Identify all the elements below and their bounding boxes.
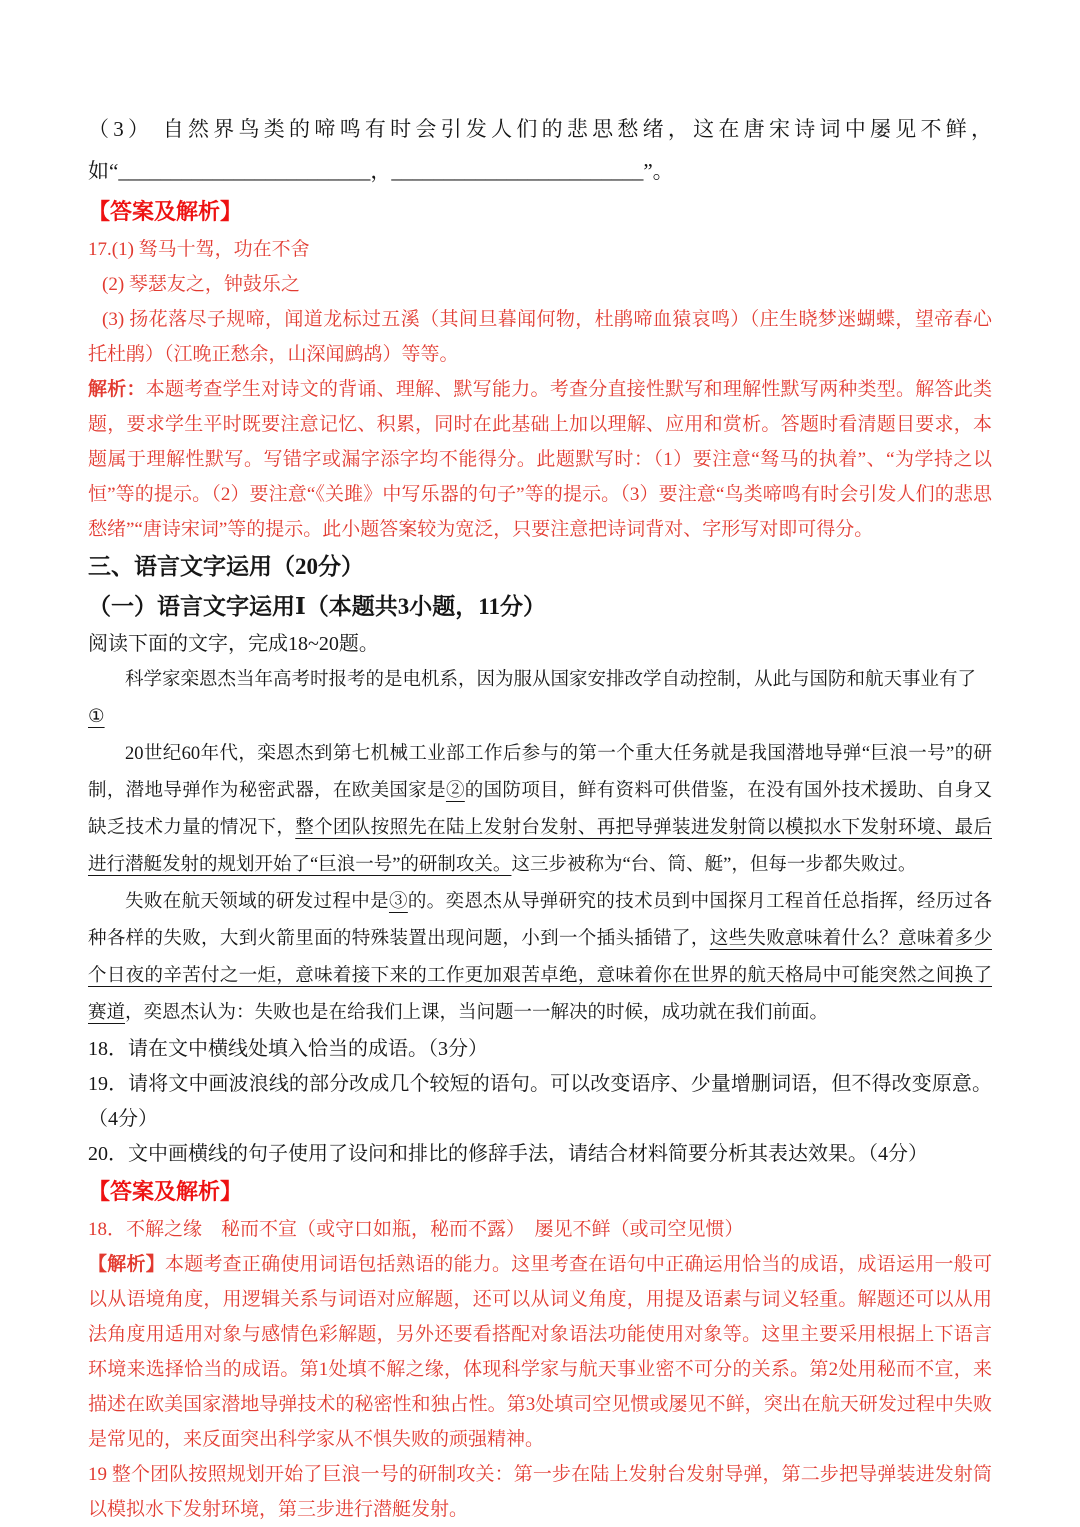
passage-p3-pre: 失败在航天领域的研发过程中是 — [125, 892, 389, 912]
answer-19-text: 19 整个团队按照规划开始了巨浪一号的研制攻关：第一步在陆上发射台发射导弹，第二步把导弹装进发射筒以模拟水下发射环境，第三步进行潜艇发射。 — [88, 1464, 992, 1520]
subsection-heading: （一）语言文字运用Ⅰ（本题共3小题，11分） — [88, 594, 546, 619]
answer-section-header-2: 【答案及解析】 — [88, 1179, 243, 1204]
section-heading: 三、语言文字运用（20分） — [88, 554, 364, 579]
passage-paragraph-2 — [88, 736, 992, 884]
answer-17-item-1: 17.(1) 驽马十驾，功在不舍 — [88, 239, 310, 260]
passage-paragraph-3 — [88, 884, 992, 1032]
passage-p2-mid: 的国防项目，鲜有资料可供借鉴，在没有国外技术援助、自身又缺乏技术力量的情况下， — [88, 781, 992, 838]
blank-3-circled-number: ③ — [388, 892, 408, 912]
question-17-3-text: （3） 自然界鸟类的啼鸣有时会引发人们的悲思愁绪，这在唐宋诗词中屡见不鲜，如 — [88, 117, 992, 183]
question-17-3 — [88, 108, 992, 192]
analysis-18-text: 本题考查正确使用词语包括熟语的能力。这里考查在语句中正确运用恰当的成语，成语运用一般可以从语境角度，用逻辑关系与词语对应解题，还可以从词义角度，用提及语素与词义轻重。解题还可以从用法角度用适用对象与感情色彩解题，另外还要看搭配对象语法功能使用对象等。这里主要采用根据上下语言环境来选择恰当的成语。第1处填不解之缘，体现科学家与航天事业密不可分的关系。第2处用秘而不宣，来描述在欧美国家潜地导弹技术的秘密性和独占性。第3处填司空见惯或屡见不鲜，突出在航天研发过程中失败是常见的，来反面突出科学家从不惧失败的顽强精神。 — [88, 1254, 992, 1450]
blank-1-circled-number: ① — [88, 707, 105, 727]
answer-18-analysis — [88, 1247, 992, 1457]
answer-18-text: 18．不解之缘 秘而不宣（或守口如瓶，秘而不露） 屡见不鲜（或司空见惯） — [88, 1219, 744, 1240]
answer-17-item-2: (2) 琴瑟友之，钟鼓乐之 — [102, 274, 300, 295]
analysis-17-text: 本题考查学生对诗文的背诵、理解、默写能力。考查分直接性默写和理解性默写两种类型。解答此类题，要求学生平时既要注意记忆、积累，同时在此基础上加以理解、应用和赏析。答题时看清题目要求，本题属于理解性默写。写错字或漏字添字均不能得分。此题默写时：（1）要注意“驽马的执着”、“为学持之以恒”等的提示。（2）要注意“《关雎》中写乐器的句子”等的提示。（3）要注意“鸟类啼鸣有时会引发人们的悲思愁绪”“唐诗宋词”等的提示。此小题答案较为宽泛，只要注意把诗词背对、字形写对即可得分。 — [88, 379, 992, 540]
answer-17-item-3: (3) 扬花落尽子规啼，闻道龙标过五溪（其间旦暮闻何物，杜鹃啼血猿哀鸣）（庄生晓梦迷蝴蝶，望帝春心托杜鹃）（江晚正愁余，山深闻鹧鸪）等等。 — [88, 309, 992, 365]
question-20: 20．文中画横线的句子使用了设问和排比的修辞手法，请结合材料简要分析其表达效果。（4分） — [88, 1143, 928, 1165]
answer-section-header-1: 【答案及解析】 — [88, 199, 243, 224]
analysis-18-label: 【解析】 — [88, 1254, 165, 1275]
question-17-3-blanks: “________________________，________________________”。 — [109, 159, 674, 183]
answer-17-analysis — [88, 372, 992, 547]
passage-p2-underlined-sentence: 整个团队按照先在陆上发射台发射、再把导弹装进发射筒以模拟水下发射环境、最后进行潜艇发射的规划开始了“巨浪一号”的研制攻关。 — [88, 818, 992, 875]
passage-p3-mid: 的。奕恩杰从导弹研究的技术员到中国探月工程首任总指挥，经历过各种各样的失败，大到火箭里面的特殊装置出现问题，小到一个插头插错了， — [88, 892, 992, 949]
question-18: 18．请在文中横线处填入恰当的成语。（3分） — [88, 1038, 488, 1060]
passage-p2-pre: 20世纪60年代，栾恩杰到第七机械工业部工作后参与的第一个重大任务就是我国潜地导弹“巨浪一号”的研制，潜地导弹作为秘密武器，在欧美国家是 — [88, 744, 992, 801]
passage-p1-text: 科学家栾恩杰当年高考时报考的是电机系，因为服从国家安排改学自动控制，从此与国防和航天事业有了 — [125, 670, 977, 690]
question-19: 19．请将文中画波浪线的部分改成几个较短的语句。可以改变语序、少量增删词语，但不得改变原意。（4分） — [88, 1073, 992, 1130]
passage-p3-underlined-sentence: 这些失败意味着什么？意味着多少个日夜的辛苦付之一炬，意味着接下来的工作更加艰苦卓绝，意味着你在世界的航天格局中可能突然之间换了赛道 — [88, 929, 992, 1023]
passage-p3-post: ，奕恩杰认为：失败也是在给我们上课，当问题一一解决的时候，成功就在我们前面。 — [125, 1003, 829, 1023]
blank-2-circled-number: ② — [445, 781, 465, 801]
passage-paragraph-1 — [88, 662, 992, 736]
passage-p2-post: 这三步被称为“台、筒、艇”，但每一步都失败过。 — [511, 855, 917, 875]
analysis-17-label: 解析： — [88, 379, 146, 400]
reading-instruction: 阅读下面的文字，完成18~20题。 — [88, 633, 379, 655]
